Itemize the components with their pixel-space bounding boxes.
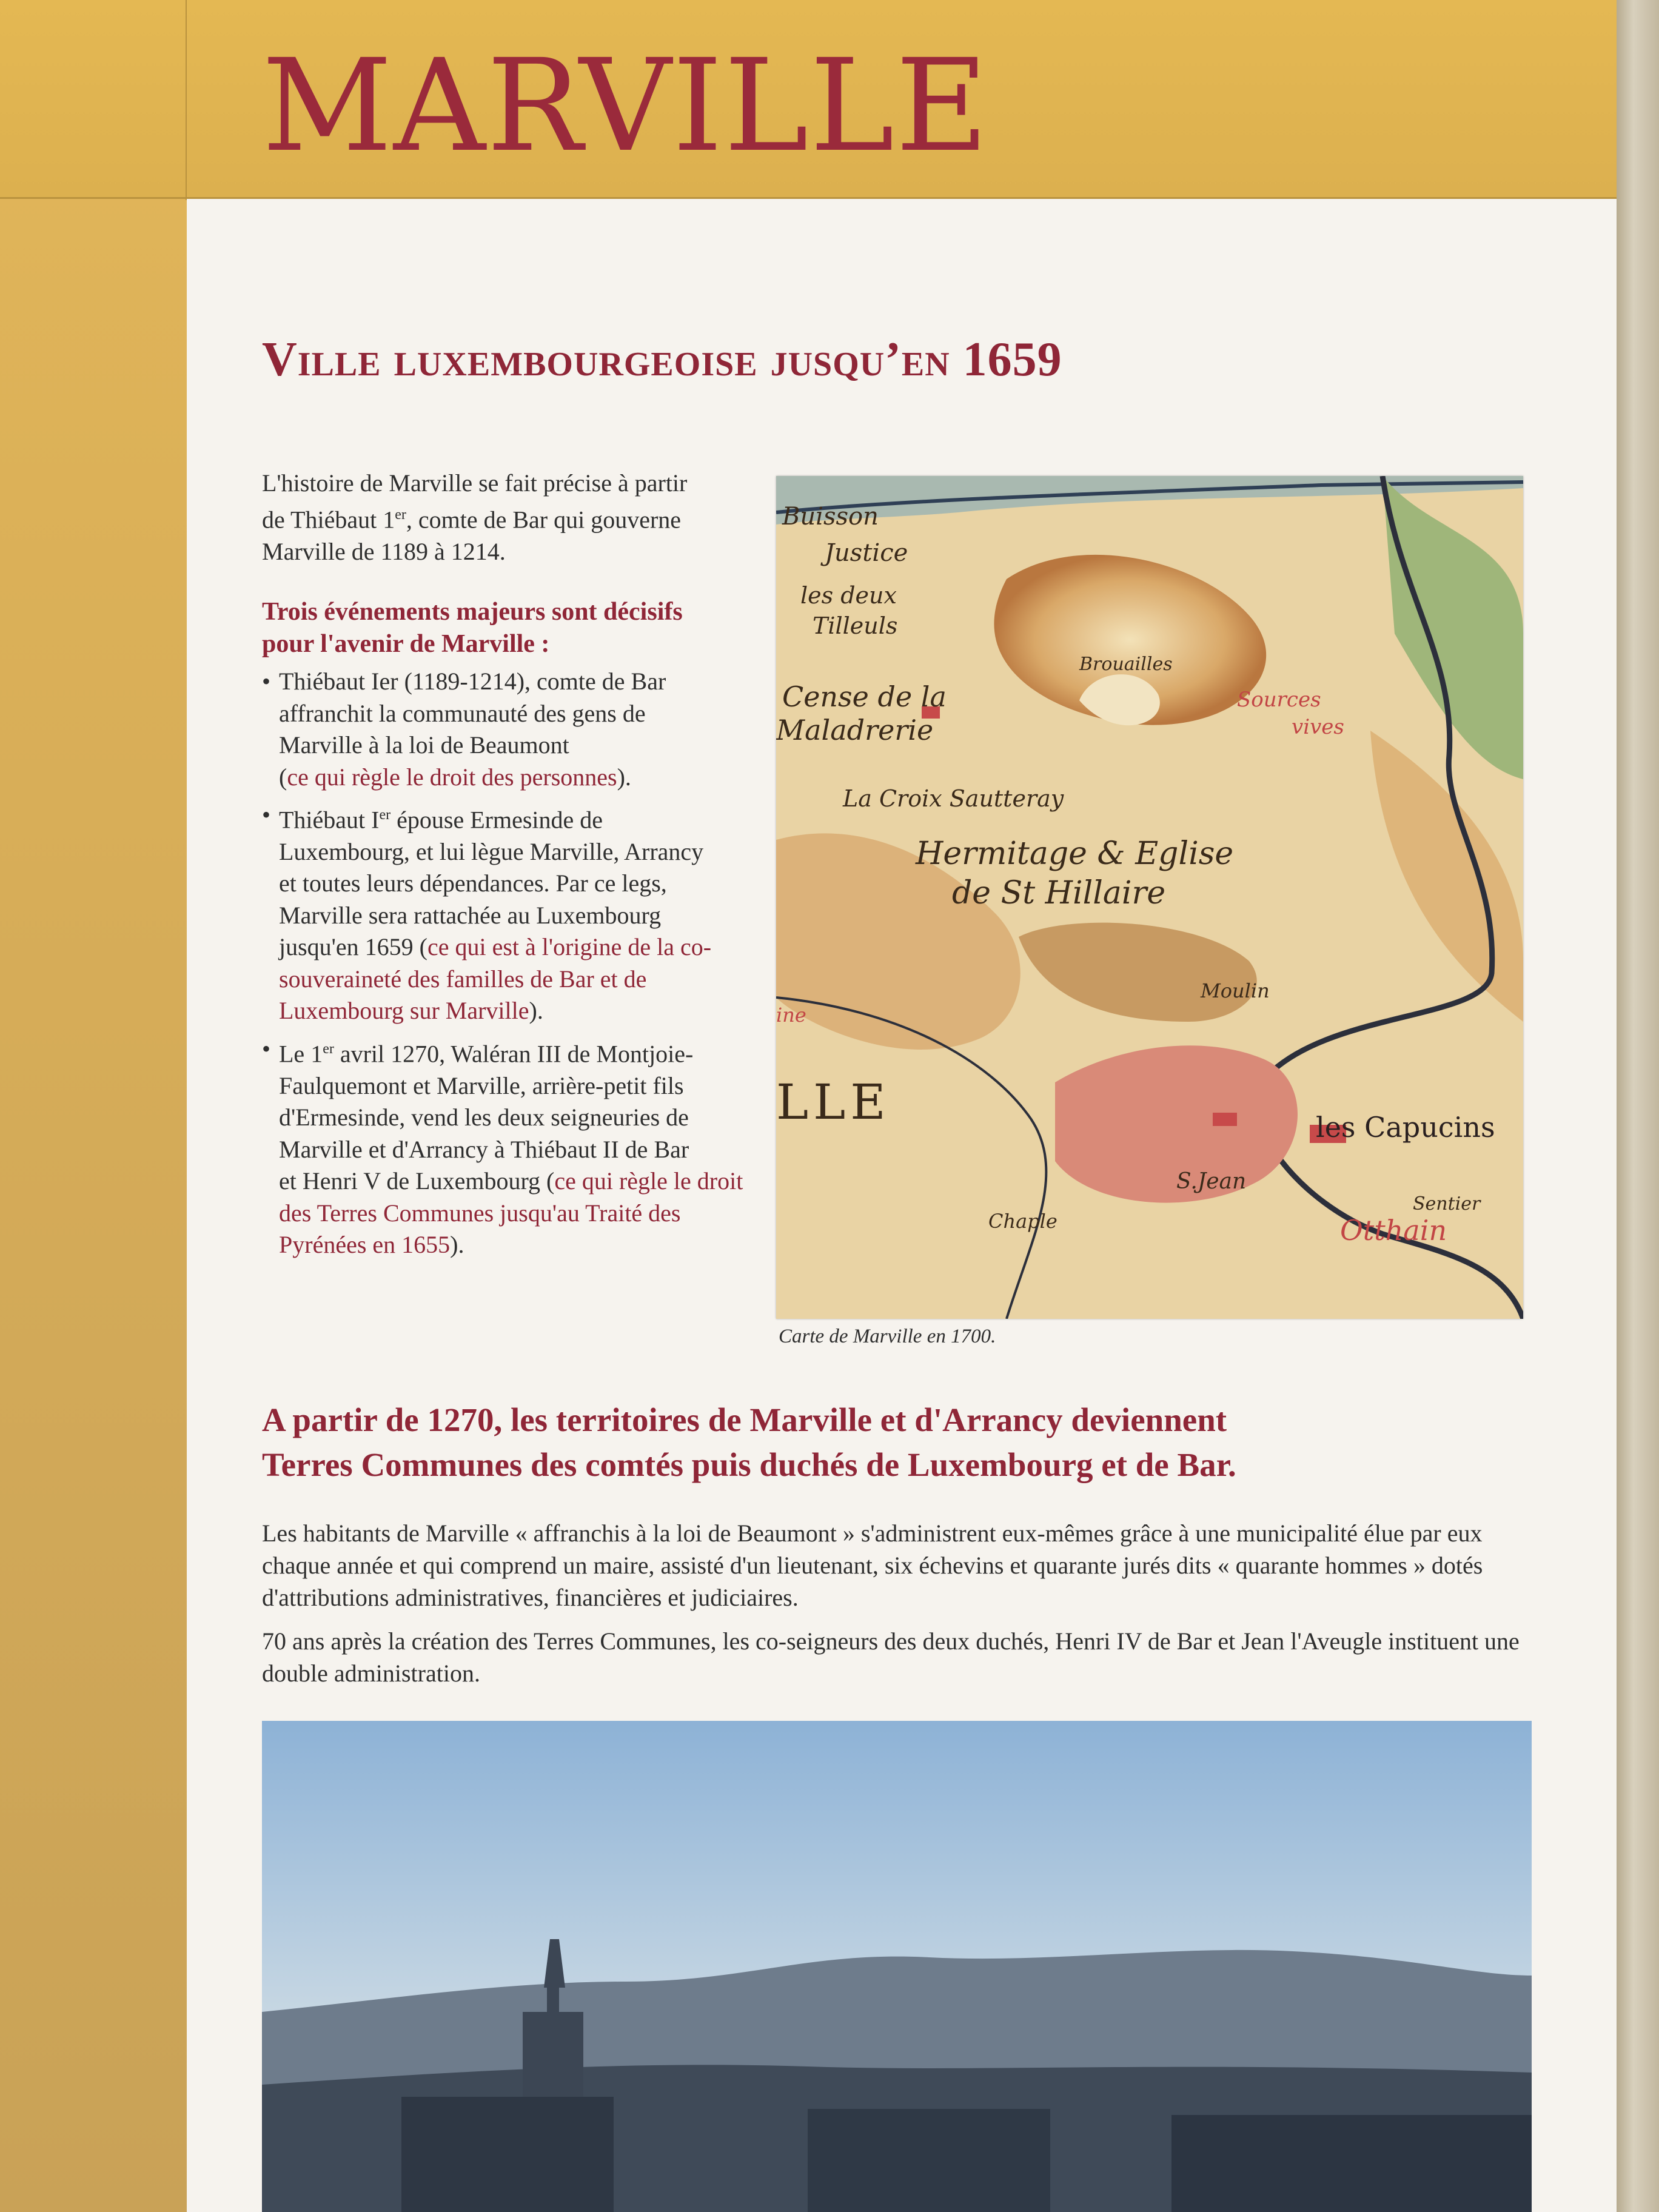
body-paragraph: Les habitants de Marville « affranchis à la loi de Beaumont » s'administrent eux-mêmes grâce à une municipalité élue par eux chaque année et qui comprend un maire, assisté d'un lieutenant, six échevins et quarante jurés dits « quarante hommes » dotés d'attributions administratives, financières et judiciaires.	[262, 1520, 1483, 1611]
map-label: Moulin	[1201, 979, 1270, 1002]
town-photo	[262, 1721, 1532, 2212]
historic-map	[776, 476, 1523, 1319]
map-label: Brouailles	[1079, 654, 1173, 675]
body-paragraph: 70 ans après la création des Terres Communes, les co-seigneurs des deux duchés, Henri IV de Bar et Jean l'Aveugle instituent une double administration.	[262, 1627, 1520, 1687]
map-label: ine	[776, 1004, 806, 1027]
events-subheading: Trois événements majeurs sont décisifs pour l'avenir de Marville :	[262, 598, 683, 658]
map-label: Buisson	[782, 503, 879, 531]
map-label: Chaple	[988, 1210, 1057, 1233]
map-label: Sources	[1237, 688, 1321, 712]
map-label: Tilleuls	[813, 612, 898, 639]
wall-edge	[1617, 0, 1659, 2212]
map-label: Justice	[825, 539, 908, 567]
map-label: Hermitage & Eglise	[916, 836, 1234, 872]
header-divider	[186, 0, 187, 200]
map-label: Maladrerie	[776, 714, 934, 746]
map-caption: Carte de Marville en 1700.	[779, 1326, 996, 1347]
map-label: Otthain	[1340, 1214, 1447, 1247]
list-item: • Thiébaut Ier épouse Ermesinde de Luxembourg, et lui lègue Marville, Arrancy et toutes leurs dépendances. Par ce legs, Marville sera rattachée au Luxembourg jusqu'en 1659 (ce qui est à l'origine de la co-souveraineté des familles de Bar et de Luxembourg sur Marville).	[262, 801, 712, 1025]
map-label: de St Hillaire	[952, 875, 1166, 911]
map-label: les Capucins	[1316, 1111, 1495, 1144]
map-label: Cense de la	[782, 680, 947, 713]
map-label: vives	[1292, 715, 1344, 739]
section2-heading: A partir de 1270, les territoires de Marville et d'Arrancy deviennent Terres Communes des comtés puis duchés de Luxembourg et de Bar.	[262, 1401, 1236, 1483]
events-list	[262, 666, 759, 1267]
intro-paragraph: L'histoire de Marville se fait précise à partir de Thiébaut 1er, comte de Bar qui gouverne Marville de 1189 à 1214.	[262, 469, 688, 566]
section-heading: Ville luxembourgeoise jusqu’en 1659	[262, 333, 1062, 386]
map-label: les deux	[800, 582, 897, 609]
list-item: • Le 1er avril 1270, Waléran III de Montjoie- Faulquemont et Marville, arrière-petit fils d'Ermesinde, vend les deux seigneuries de Marville et d'Arrancy à Thiébaut II de Bar et Henri V de Luxembourg (ce qui règle le droit des Terres Communes jusqu'au Traité des Pyrénées en 1655).	[262, 1034, 743, 1259]
map-label: S.Jean	[1176, 1169, 1247, 1194]
list-item: • Thiébaut Ier (1189-1214), comte de Bar affranchit la communauté des gens de Marville à la loi de Beaumont (ce qui règle le droit des personnes).	[262, 668, 666, 791]
map-label: La Croix Sautteray	[843, 785, 1064, 812]
map-label: LLE	[776, 1074, 891, 1130]
page-title: MARVILLE	[262, 32, 990, 180]
map-label: Sentier	[1413, 1193, 1481, 1215]
